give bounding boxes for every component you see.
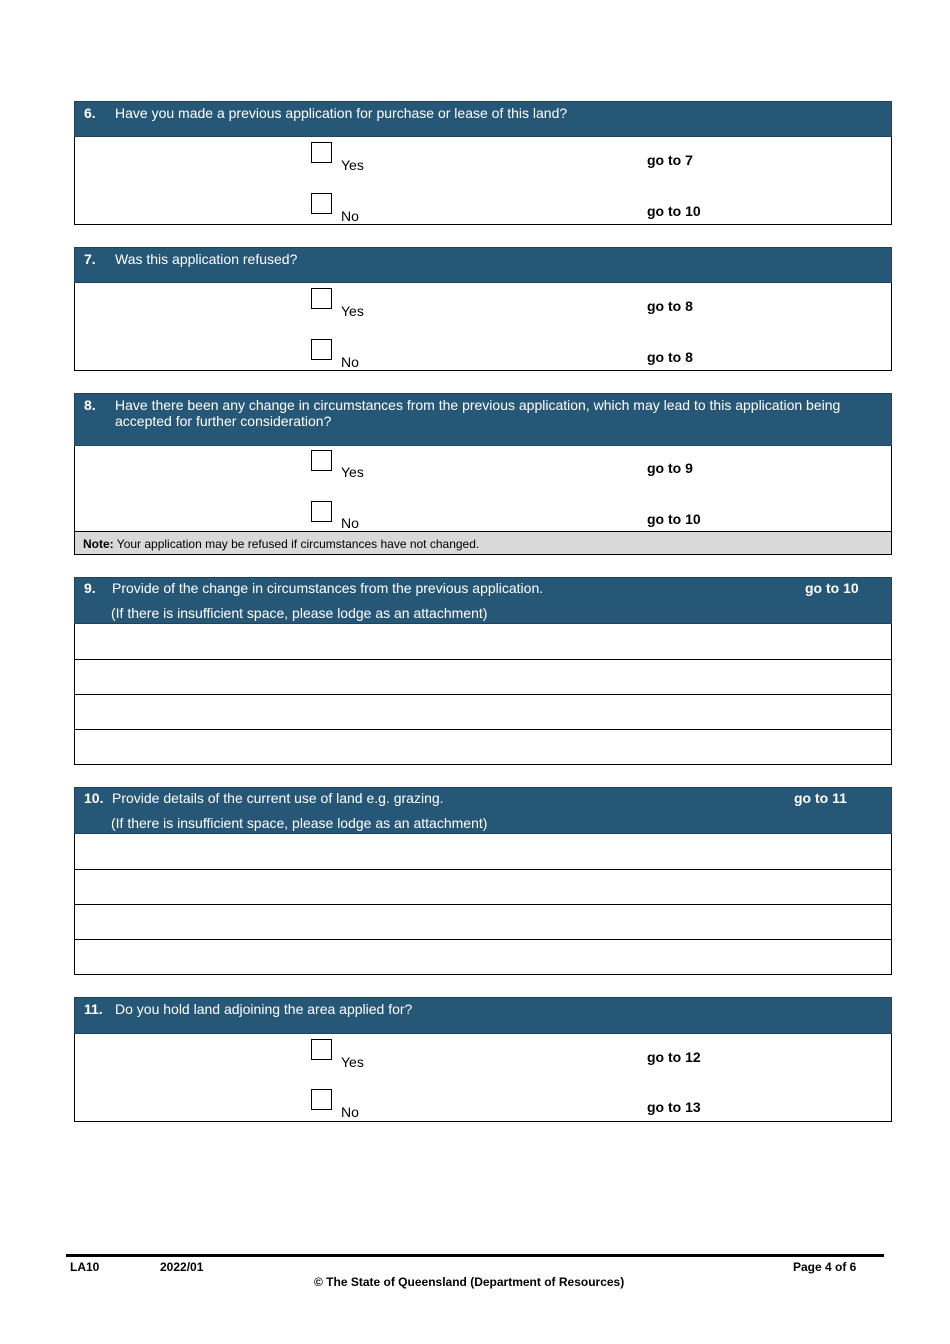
no-checkbox[interactable]: [311, 1089, 332, 1110]
answer-line[interactable]: [75, 904, 891, 939]
question-8-header: [74, 393, 892, 446]
question-subtext: (If there is insufficient space, please lodge as an attachment): [111, 605, 488, 621]
question-11-header: [74, 997, 892, 1034]
note-box: [74, 531, 892, 555]
option-label: Yes: [341, 157, 364, 173]
no-checkbox[interactable]: [311, 193, 332, 214]
question-7-options: [74, 283, 892, 371]
goto-text: go to 12: [647, 1049, 701, 1065]
answer-line[interactable]: [75, 729, 891, 764]
question-text: Do you hold land adjoining the area applied for?: [115, 1001, 413, 1017]
answer-line[interactable]: [75, 834, 891, 869]
question-6-header: [74, 101, 892, 137]
goto-text: go to 7: [647, 152, 693, 168]
yes-checkbox[interactable]: [311, 288, 332, 309]
question-subtext: (If there is insufficient space, please lodge as an attachment): [111, 815, 488, 831]
question-7-header: [74, 247, 892, 283]
question-number: 8.: [84, 397, 96, 413]
goto-text: go to 10: [647, 203, 701, 219]
question-8-options: [74, 446, 892, 532]
form-version: 2022/01: [160, 1260, 204, 1274]
question-number: 6.: [84, 105, 96, 121]
note-text: Your application may be refused if circumstances have not changed.: [113, 537, 480, 551]
question-9-header: [74, 577, 892, 624]
answer-line[interactable]: [75, 659, 891, 694]
goto-text: go to 13: [647, 1099, 701, 1115]
question-text: Have there been any change in circumstances from the previous application, which may lead to this application being accepted for further consideration?: [115, 397, 841, 429]
question-10-answer-lines: [74, 834, 892, 975]
question-6-options: [74, 137, 892, 225]
option-label: Yes: [341, 464, 364, 480]
no-checkbox[interactable]: [311, 501, 332, 522]
option-label: No: [341, 354, 359, 370]
yes-checkbox[interactable]: [311, 1039, 332, 1060]
option-label: No: [341, 208, 359, 224]
note-label: Note:: [83, 537, 114, 551]
question-9-answer-lines: [74, 624, 892, 765]
question-text: Provide details of the current use of land e.g. grazing.: [112, 790, 444, 806]
option-label: No: [341, 515, 359, 531]
question-number: 9.: [84, 580, 96, 596]
goto-text: go to 11: [794, 790, 847, 806]
question-text: Have you made a previous application for purchase or lease of this land?: [115, 105, 568, 121]
option-label: Yes: [341, 1054, 364, 1070]
form-code: LA10: [70, 1260, 100, 1274]
answer-line[interactable]: [75, 624, 891, 659]
goto-text: go to 10: [647, 511, 701, 527]
question-11-options: [74, 1034, 892, 1122]
question-text: Provide of the change in circumstances from the previous application.: [112, 580, 544, 596]
question-number: 7.: [84, 251, 96, 267]
goto-text: go to 10: [805, 580, 859, 596]
option-label: Yes: [341, 303, 364, 319]
goto-text: go to 9: [647, 460, 693, 476]
no-checkbox[interactable]: [311, 339, 332, 360]
footer-divider: [66, 1254, 884, 1257]
goto-text: go to 8: [647, 349, 693, 365]
question-number: 11.: [84, 1001, 103, 1017]
copyright-text: © The State of Queensland (Department of Resources): [314, 1275, 625, 1289]
question-text: Was this application refused?: [115, 251, 298, 267]
answer-line[interactable]: [75, 694, 891, 729]
yes-checkbox[interactable]: [311, 450, 332, 471]
answer-line[interactable]: [75, 939, 891, 974]
answer-line[interactable]: [75, 869, 891, 904]
question-number: 10.: [84, 790, 104, 806]
question-10-header: [74, 787, 892, 834]
goto-text: go to 8: [647, 298, 693, 314]
yes-checkbox[interactable]: [311, 142, 332, 163]
page-number: Page 4 of 6: [793, 1260, 857, 1274]
option-label: No: [341, 1104, 359, 1120]
